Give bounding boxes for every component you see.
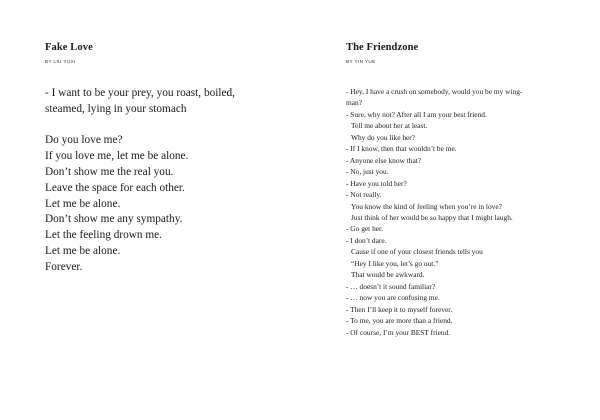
- poem-line: Leave the space for each other.: [45, 181, 185, 194]
- poem-line: man?: [346, 98, 363, 108]
- poem-line: You know the kind of feeling when you’re in love?: [351, 201, 502, 211]
- poem-line: Do you love me?: [45, 134, 123, 147]
- poem-line: Cause if one of your closest friends tells you: [351, 247, 483, 257]
- poem-line: - I want to be your prey, you roast, boiled,: [45, 87, 236, 99]
- poem-line: Let me be alone.: [45, 197, 121, 210]
- poem-line: Let the feeling drown me.: [45, 229, 163, 242]
- poem-line: “Hey I like you, let’s go out.”: [351, 258, 439, 268]
- poem-line: Forever.: [45, 260, 83, 273]
- poem-line: - Anyone else know that?: [346, 155, 422, 165]
- poem-line: - … now you are confusing me.: [346, 293, 440, 303]
- poem-byline: BY LIU YUXI: [45, 59, 76, 64]
- poem-line: That would be awkward.: [351, 270, 425, 280]
- poem-line: - I don’t dare.: [346, 235, 387, 245]
- poem-line: - Go get her.: [346, 224, 383, 234]
- poem-line: - Hey, I have a crush on somebody, would you be my wing-: [346, 87, 523, 96]
- right-page: [300, 0, 600, 420]
- poem-line: - Not really.: [346, 190, 382, 200]
- poem-line: Why do you like her?: [351, 132, 416, 142]
- poem-line: Don’t show me any sympathy.: [45, 213, 183, 226]
- poem-line: Just think of her would be so happy that I might laugh.: [351, 212, 513, 222]
- poem-title: The Friendzone: [346, 42, 419, 53]
- poem-line: If you love me, let me be alone.: [45, 150, 189, 163]
- poem-line: - Then I’ll keep it to myself forever.: [346, 304, 453, 314]
- poem-line: Tell me about her at least.: [351, 121, 428, 131]
- poem-line: - Sure, why not? After all I am your best friend.: [346, 109, 487, 119]
- poem-body: [45, 86, 285, 276]
- poem-line: - Have you told her?: [346, 178, 407, 188]
- poem-line: - No, just you.: [346, 167, 389, 177]
- poem-body: [346, 86, 561, 338]
- poem-line: - If I know, then that wouldn’t be me.: [346, 144, 457, 154]
- poem-line: steamed, lying in your stomach: [45, 102, 187, 115]
- poem-line: - … doesn’t it sound familiar?: [346, 281, 436, 291]
- poem-line: Don’t show me the real you.: [45, 165, 174, 178]
- poem-title: Fake Love: [45, 42, 93, 53]
- poem-line: - To me, you are more than a friend.: [346, 316, 453, 326]
- poem-byline: BY YIN YUE: [346, 59, 376, 64]
- poem-line: Let me be alone.: [45, 244, 121, 257]
- poem-line: - Of course, I’m your BEST friend.: [346, 327, 451, 337]
- stanza-break: [45, 118, 285, 134]
